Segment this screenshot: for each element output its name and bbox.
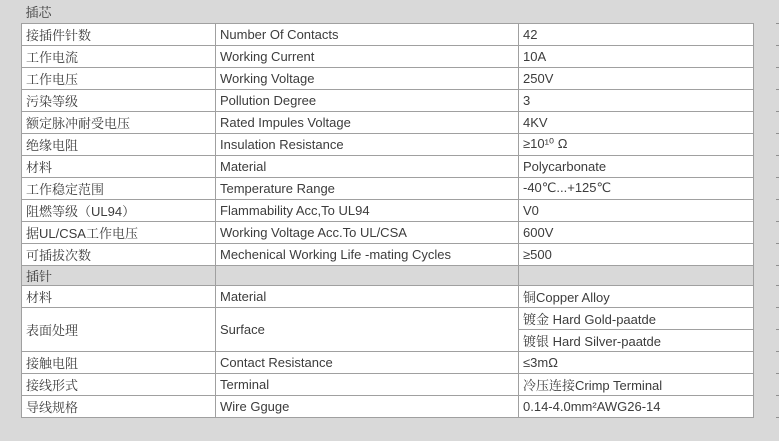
spec-label-en: Rated Impules Voltage [216, 111, 519, 133]
spec-label-cn: 接触电阻 [22, 351, 216, 373]
spec-label-en: Number Of Contacts [216, 23, 519, 45]
table-row [22, 133, 754, 155]
spec-label-en: Material [216, 155, 519, 177]
spec-label-cn: 接线形式 [22, 373, 216, 395]
section-header-empty-cell [216, 265, 519, 285]
spec-label-cn: 工作电压 [22, 67, 216, 89]
spec-value: 600V [519, 221, 754, 243]
spec-value: 0.14-4.0mm²AWG26-14 [519, 395, 754, 417]
spec-label-cn: 阻燃等级（UL94） [22, 199, 216, 221]
spec-label-en: Working Current [216, 45, 519, 67]
spec-value: 3 [519, 89, 754, 111]
spec-label-cn: 导线规格 [22, 395, 216, 417]
spec-label-en: Mechenical Working Life -mating Cycles [216, 243, 519, 265]
spec-value: ≥500 [519, 243, 754, 265]
spec-label-en: Pollution Degree [216, 89, 519, 111]
spec-label-en: Surface [216, 307, 519, 351]
section-title: 插针 [22, 265, 216, 285]
spec-label-en: Insulation Resistance [216, 133, 519, 155]
table-row [22, 23, 754, 45]
table-row [22, 373, 754, 395]
table-row [22, 307, 754, 329]
spec-label-cn: 额定脉冲耐受电压 [22, 111, 216, 133]
spec-label-cn: 工作稳定范围 [22, 177, 216, 199]
spec-label-cn: 工作电流 [22, 45, 216, 67]
table-row [22, 89, 754, 111]
spec-value: 镀金 Hard Gold-paatde [519, 307, 754, 329]
table-row [22, 177, 754, 199]
spec-label-cn: 表面处理 [22, 307, 216, 351]
spec-label-cn: 可插拔次数 [22, 243, 216, 265]
table-row [22, 67, 754, 89]
table-row [22, 243, 754, 265]
spec-label-en: Terminal [216, 373, 519, 395]
spec-value: 4KV [519, 111, 754, 133]
spec-value: -40℃...+125℃ [519, 177, 754, 199]
spec-value: Polycarbonate [519, 155, 754, 177]
table-row [22, 111, 754, 133]
spec-label-en: Temperature Range [216, 177, 519, 199]
spec-label-cn: 接插件针数 [22, 23, 216, 45]
spec-label-cn: 据UL/CSA工作电压 [22, 221, 216, 243]
table-row [22, 351, 754, 373]
spec-value: ≥10¹⁰ Ω [519, 133, 754, 155]
spec-label-cn: 污染等级 [22, 89, 216, 111]
spec-label-en: Working Voltage Acc.To UL/CSA [216, 221, 519, 243]
spec-label-en: Working Voltage [216, 67, 519, 89]
section-header-pin [22, 265, 754, 285]
table-row [22, 395, 754, 417]
spec-label-cn: 材料 [22, 285, 216, 307]
spec-value: ≤3mΩ [519, 351, 754, 373]
spec-value: 铜Copper Alloy [519, 285, 754, 307]
table-row [22, 285, 754, 307]
spec-label-en: Material [216, 285, 519, 307]
spec-value: V0 [519, 199, 754, 221]
spec-value: 250V [519, 67, 754, 89]
spec-table [21, 0, 754, 418]
spec-label-cn: 绝缘电阻 [22, 133, 216, 155]
spec-value: 42 [519, 23, 754, 45]
spec-label-en: Flammability Acc,To UL94 [216, 199, 519, 221]
spec-value: 镀银 Hard Silver-paatde [519, 329, 754, 351]
table-row [22, 199, 754, 221]
section-title: 插芯 [25, 4, 52, 20]
table-row [22, 221, 754, 243]
spec-label-cn: 材料 [22, 155, 216, 177]
section-header-empty-cell [519, 265, 754, 285]
section-header-insert-core [22, 0, 754, 23]
spec-value: 冷压连接Crimp Terminal [519, 373, 754, 395]
table-row [22, 45, 754, 67]
spec-sheet [21, 0, 754, 418]
spec-label-en: Wire Gguge [216, 395, 519, 417]
spec-value: 10A [519, 45, 754, 67]
table-row [22, 155, 754, 177]
spec-label-en: Contact Resistance [216, 351, 519, 373]
